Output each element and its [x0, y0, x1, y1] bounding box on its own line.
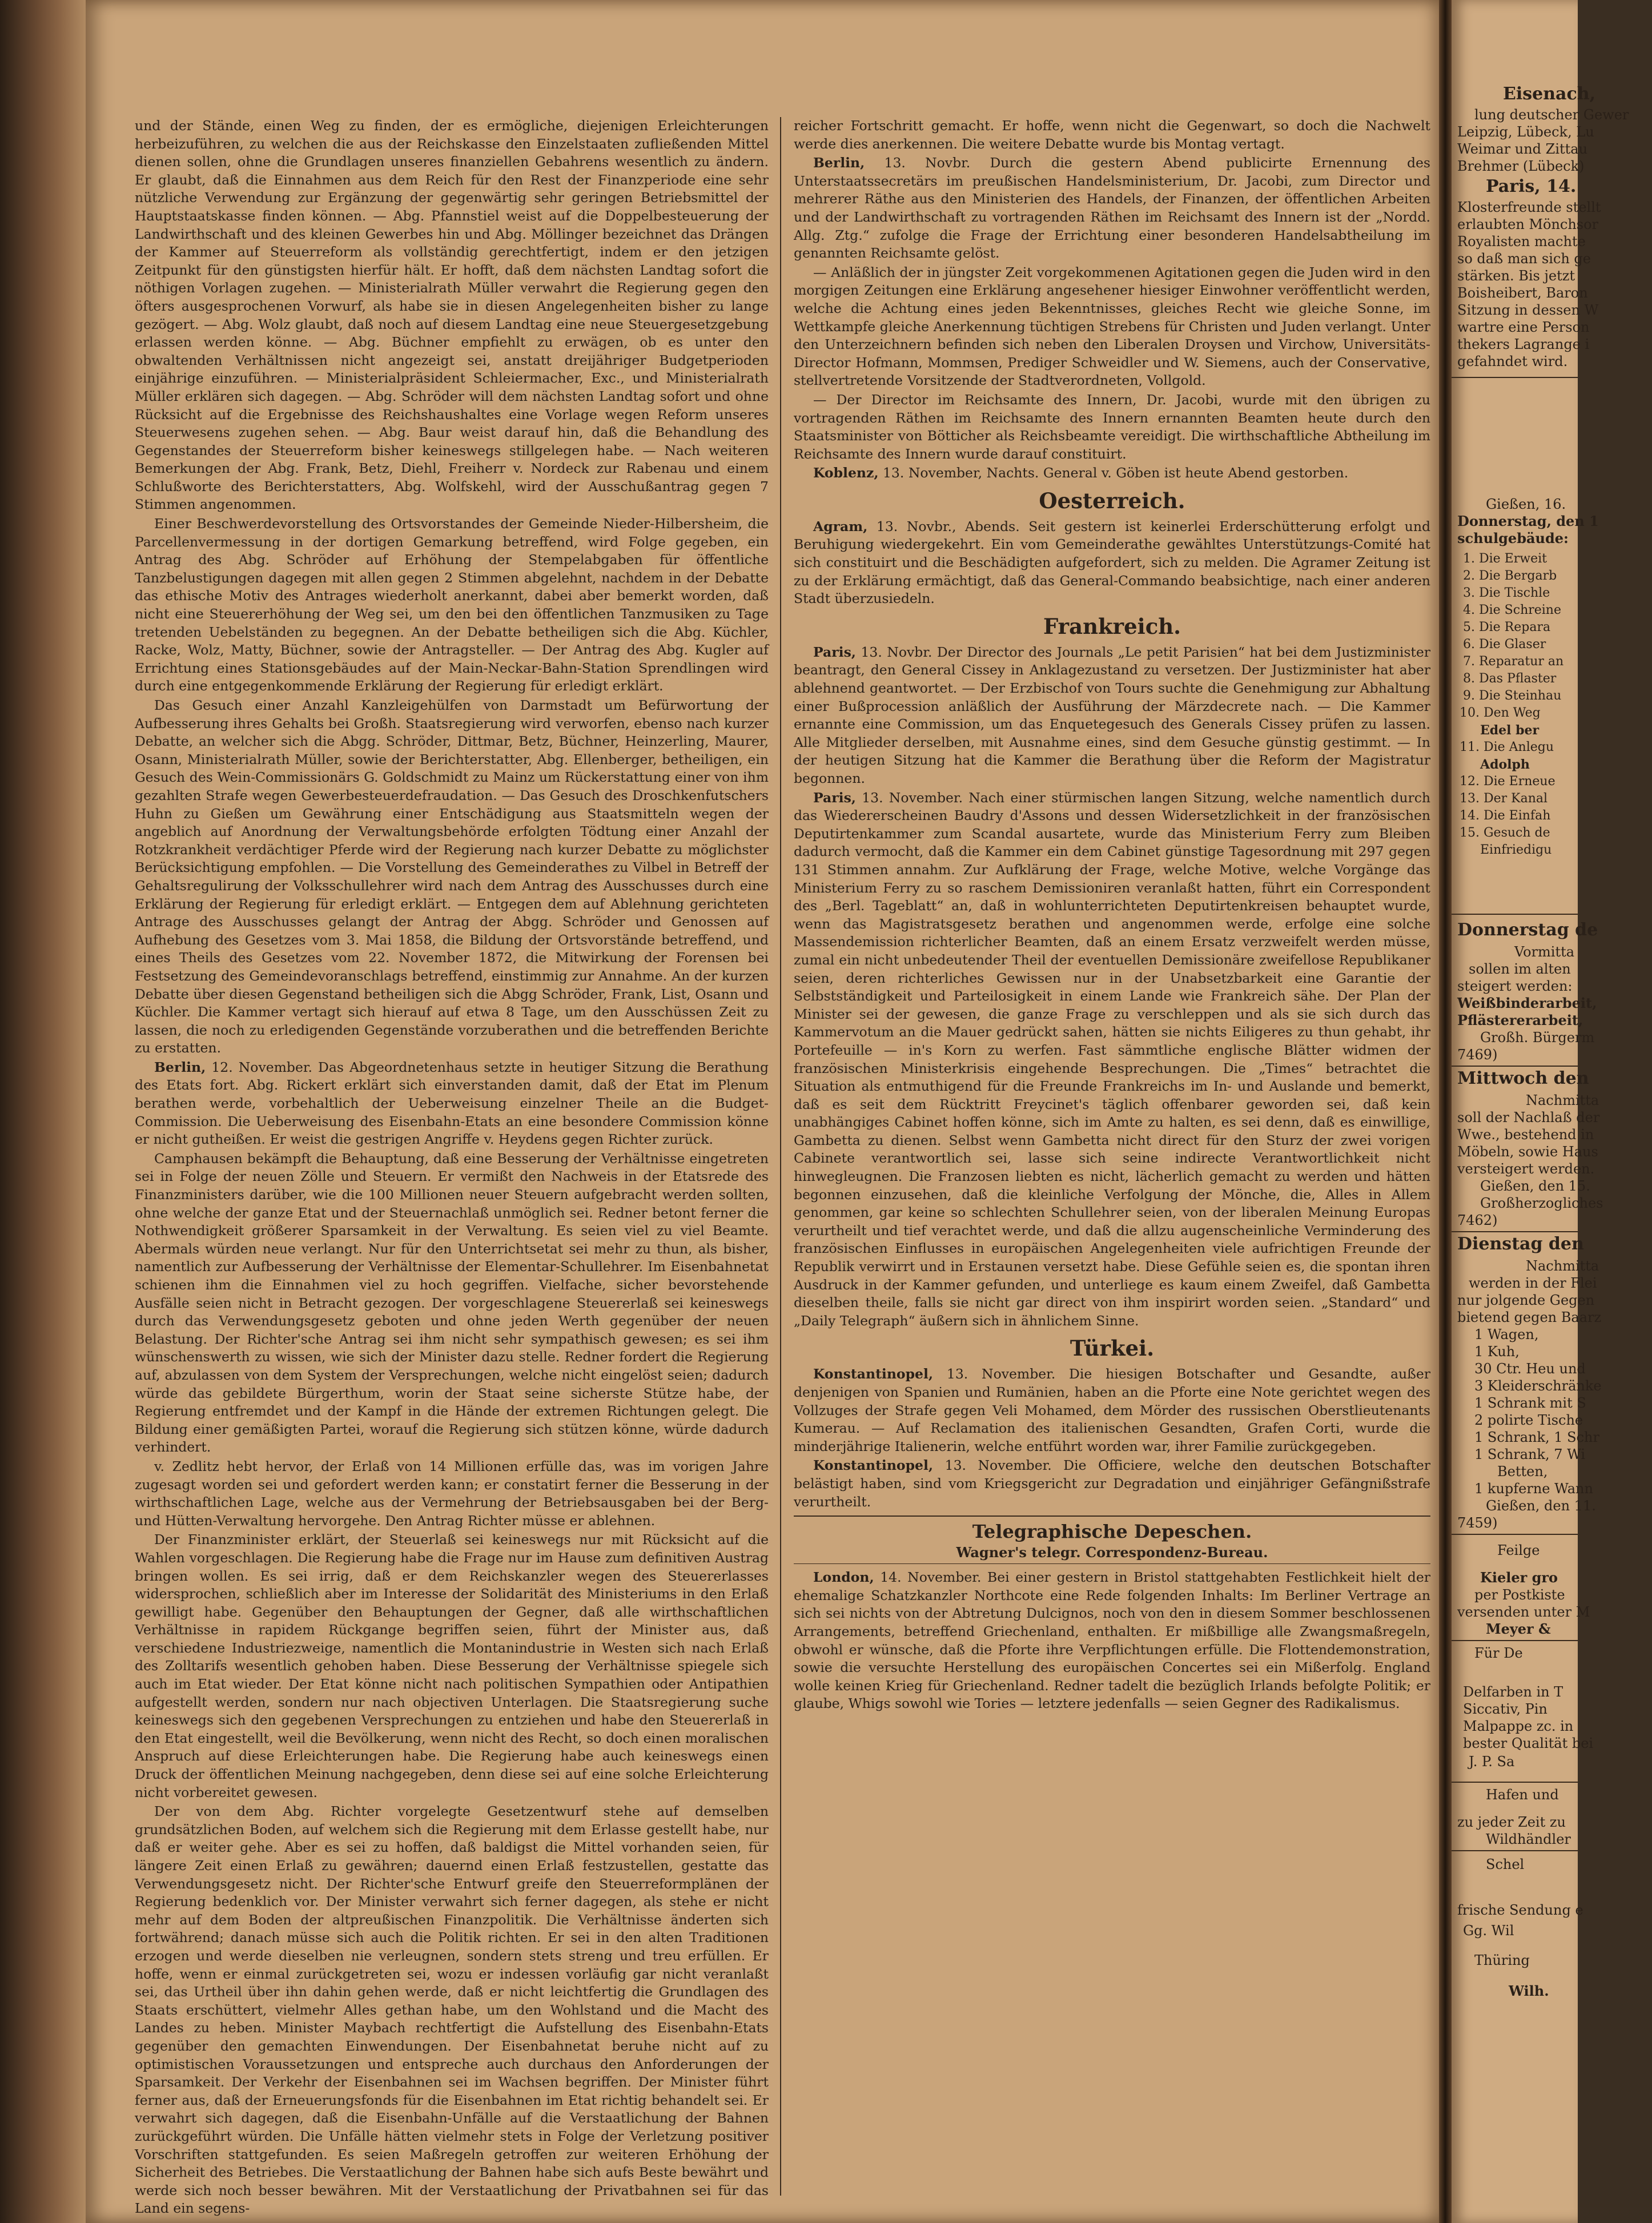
np-line: Vormitta — [1514, 944, 1575, 960]
article-paragraph: Camphausen bekämpft die Behauptung, daß eine Besserung der Verhältnisse eingetreten sei in Folge der neuen Zölle und Steuern. Er vermißt den Nachweis in der Etatsrede des Finanzministers darüber, wie die 100 Millionen neuer Steuern aufgebracht werden sollten, ohne welche der ganze Etat und der Steuernachlaß unmöglich sei. Redner betont ferner die Nothwendigkeit größerer Sparsamkeit in der Verwaltung. Es seien viel zu viel Beamte. Abermals würden neue verlangt. Nur für den Unterrichtsetat sei mehr zu thun, als bisher, namentlich zur Aufbesserung der Verhältnisse der Elementar-Schullehrer. Im Eisenbahnetat schienen ihm die Einnahmen viel zu hoch gegriffen. Vielfache, sicher bevorstehende Ausfälle seien nicht in Betracht gezogen. Der vorgeschlagene Steuererlaß sei keineswegs durch das Verwendungsgesetz geboten und ohne jeden Werth gegenüber der neuen Belastung. Der Richter'sche Antrag sei ihm nicht sehr sympathisch gewesen; es sei ihm wünschenswerth zu wissen, wie sich der Minister dazu stelle. Redner fordert die Regierung auf, abzulassen von dem System der Versprechungen, welche nicht eingelöst seien; dadurch würde das gebildete Bürgerthum, worin der Staat seine sicherste Stütze habe, der Regierung entfremdet und der Kampf in die Hände der extremen Richtungen gelegt. Die Bildung einer gemäßigten Partei, worauf die Regierung sich stützen könne, würde dadurch verhindert. — [135, 1150, 769, 1456]
np-line: schulgebäude: — [1457, 530, 1569, 546]
np-line: Betten, — [1497, 1464, 1548, 1480]
np-line: sollen im alten — [1469, 961, 1571, 977]
article-text: 13. November. Nach einer stürmischen langen Sitzung, welche namentlich durch das Wiedererscheinen Baudry d'Assons und dessen Widersetzlichkeit in der französischen Deputirtenkammer zum Scandal ausartete, wurde das Ministerium Ferry zum Bleiben dadurch vermocht, daß die Kammer ein dem Cabinet günstige Tagesordnung mit 297 gegen 131 Stimmen annahm. Zur Aufklärung der Frage, welche Motive, welche Vorgänge das Ministerium Ferry zu so raschem Demissioniren veranlaßt hatten, führt ein Correspondent des „Berl. Tageblatt“ an, daß in wohlunterrichteten Deputirtenkreisen behauptet wurde, wenn das Magistratsgesetz berathen und angenommen werde, erfolge eine solche Massendemission richterlicher Beamten, daß an einem Ersatz verzweifelt werden müsse, zumal ein nicht unbedeutender Theil der eventuellen Demissionäre zweifellose Republikaner seien, deren richterliches Gewissen nur in der Unabsetzbarkeit eine Garantie der Selbstständigkeit und Parteilosigkeit in einem Lande wie Frankreich sähe. Der Plan der Minister sei der gewesen, die ganze Frage zu verschleppen und als sie sich durch das Kammervotum an die Mauer gedrückt sahen, hätten sie nichts Eiligeres zu thun gehabt, ihr Portefeuille — in's Korn zu werfen. Fast sämmtliche englische Blätter widmen der französischen Ministerkrisis eingehende Besprechungen. Die „Times“ betrachtet die Situation als entmuthigend für die Freunde Frankreichs im In- und Auslande und bemerkt, daß es seit dem Rücktritt Freycinet's täglich offenbarer geworden sei, daß kein unabhängiges Cabinet hoffen könne, sich im Amte zu halten, es sei denn, daß es einwillige, Gambetta zu dienen. Selbst wenn Gambetta nicht direct für den Sturz der zwei vorigen Cabinete verantwortlich sei, lasse sich seine indirecte Verantwortlichkeit nicht hinwegleugnen. Die Franzosen liebten es nicht, lächerlich gemacht zu werden und hätten begonnen einzusehen, daß die kleinliche Verfolgung der Mönche, die, Alles in Allem genommen, gar keine so schlechten Schullehrer seien, von der liberalen Meinung Europas verurtheilt und tief verachtet werde, und daß die allzu augenscheinliche Verminderung des französischen Einflusses in europäischen Angelegenheiten viele aufrichtigen Freunde der Republik verwirrt und in Erstaunen versetzt habe. Diese Gefühle seien es, die spontan ihren Ausdruck in der Kammer gefunden, und unterliege es kaum einem Zweifel, daß Gambetta dieselben theile, falls sie nicht gar direct von ihm inspirirt worden seien. „Standard“ und „Daily Telegraph“ äußern sich in ähnlichem Sinne. — [794, 789, 1430, 1329]
np-line: Gg. Wil — [1463, 1923, 1514, 1939]
np-line: Nachmitta — [1526, 1092, 1599, 1108]
article-paragraph — [794, 1457, 1430, 1511]
left-column — [135, 117, 769, 2217]
article-text: 13. November, Nachts. General v. Göben ist heute Abend gestorben. — [878, 465, 1349, 481]
np-line: 7469) — [1457, 1047, 1498, 1063]
np-line: Donnerstag, den 1 — [1457, 513, 1599, 529]
np-line: 30 Ctr. Heu und — [1474, 1361, 1586, 1377]
dateline: Konstantinopel, — [813, 1366, 934, 1382]
np-line: Royalisten machte — [1457, 234, 1586, 250]
article-text: 13. Novbr. Der Director des Journals „Le petit Parisien“ hat bei dem Justizminister beantragt, den General Cissey in Anklagezustand zu versetzen. Der Justizminister hat aber ablehnend geantwortet. — Der Erzbischof von Tours suchte die Genehmigung zur Abhaltung einer Bußprocession anläßlich der Ausführung der Märzdecrete nach. — Die Kammer ernannte eine Commission, um das Enquetegesuch des Generals Cissey prüfen zu lassen. Alle Mitglieder derselben, mit Ausnahme eines, sind dem Gesuche günstig gestimmt. — In der heutigen Sitzung hat die Kammer die Berathung über die Reform der Magistratur begonnen. — [794, 644, 1430, 786]
section-divider — [794, 1563, 1430, 1564]
np-line: stärken. Bis jetzt — [1457, 268, 1575, 284]
np-line: so daß man sich ge — [1457, 251, 1591, 267]
np-line: 7462) — [1457, 1212, 1498, 1228]
np-divider — [1452, 377, 1578, 378]
np-line: 13. Der Kanal — [1460, 791, 1548, 806]
np-line: Leipzig, Lübeck, Lu — [1457, 124, 1594, 140]
np-divider — [1452, 1066, 1578, 1067]
np-line: Gießen, 16. — [1486, 496, 1566, 512]
article-paragraph — [794, 1365, 1430, 1456]
np-line: Mittwoch den — [1457, 1068, 1589, 1088]
dateline: London, — [813, 1569, 874, 1586]
np-line: Dienstag den — [1457, 1234, 1584, 1254]
dateline: Berlin, — [154, 1059, 206, 1075]
np-line: bietend gegen Baarz — [1457, 1309, 1602, 1325]
article-paragraph — [135, 1059, 769, 1149]
right-column — [794, 117, 1430, 2196]
article-paragraph: v. Zedlitz hebt hervor, der Erlaß von 14 Millionen erfülle das, was im vorigen Jahre zugesagt worden sei und gefordert werden kann; er constatirt ferner die Besserung in der wirthschaftlichen Lage, welche aus der Vermehrung der Betriebsausgaben bei der Berg- und Hütten-Verwaltung hervorgehe. Den Antrag Richter müsse er ablehnen. — [135, 1458, 769, 1529]
article-paragraph: Der von dem Abg. Richter vorgelegte Gesetzentwurf stehe auf demselben grundsätzlichen Boden, auf welchem sich die Regierung mit dem Erlasse gestellt habe, nur daß er weiter gehe. Aber es sei zu hoffen, daß baldigst die Mittel vorhanden seien, für längere Zeit einen Erlaß zu gewähren; dauernd einen Erlaß festzustellen, gestatte das Verwendungsgesetz nicht. Der Richter'sche Entwurf greife den Steuerreformplänen der Regierung bedenklich vor. Der Minister verwahrt sich ferner dagegen, als stehe er nicht mehr auf dem Boden der altpreußischen Finanzpolitik. Die Verhältnisse änderten sich fortwährend; danach müsse sich auch die Politik richten. Er sei in den alten Traditionen erzogen und werde dieselben nie verleugnen, sondern stets streng und treu erfüllen. Er hoffe, wenn er einmal zurückgetreten sei, wozu er indessen vorläufig gar nicht veranlaßt sei, das Urtheil über ihn dahin gehen werde, daß er nicht leichtfertig die Grundlagen des Staats erschüttert, vielmehr Alles gethan habe, um den Wohlstand und die Macht des Landes zu heben. Minister Maybach rechtfertigt die Aufstellung des Eisenbahn-Etats gegenüber den gemachten Einwendungen. Der Eisenbahnetat beruhe nicht auf zu optimistischen Voraussetzungen und entspreche auch durchaus den Anforderungen der Sparsamkeit. Der Verkehr der Eisenbahnen sei im Wachsen begriffen. Der Minister führt ferner aus, daß der Erneuerungsfonds für die Eisenbahnen im Etat richtig behandelt sei. Er verwahrt sich dagegen, daß die Eisenbahn-Unfälle auf die Verstaatlichung der Bahnen zurückgeführt würden. Die Unfälle hätten vielmehr stets in Folge der Verletzung positiver Vorschriften stattgefunden. Es seien Maßregeln getroffen zur weiteren Erhöhung der Sicherheit des Betriebes. Die Verstaatlichung der Bahnen habe sich aufs Beste bewährt und werde sich noch besser bewähren. Mit der Verstaatlichung der Privatbahnen sei für das Land ein segens- — [135, 1803, 769, 2217]
np-line: Nachmitta — [1526, 1258, 1599, 1274]
np-divider — [1452, 914, 1578, 915]
section-heading-turkey: Türkei. — [1070, 1336, 1155, 1361]
np-line: Brehmer (Lübeck) — [1457, 158, 1585, 174]
np-line: versteigert werden. — [1457, 1161, 1595, 1177]
article-paragraph — [794, 644, 1430, 788]
np-line: Gießen, den 15. — [1480, 1178, 1590, 1194]
np-line: Einfriedigu — [1480, 843, 1552, 857]
article-paragraph: — Der Director im Reichsamte des Innern, Dr. Jacobi, wurde mit den übrigen zu vortragenden Räthen im Reichsamte des Innern ernannten Beamten heute durch den Staatsminister von Bötticher als Reichsbeamte vereidigt. Die wirthschaftliche Abtheilung im Reichsamte des Innern wurde darauf constituirt. — [794, 391, 1430, 462]
np-line: Weimar und Zittau — [1457, 141, 1588, 157]
article-paragraph: — Anläßlich der in jüngster Zeit vorgekommenen Agitationen gegen die Juden wird in den morgigen Zeitungen eine Erklärung angesehener hiesiger Einwohner veröffentlicht werden, welche die Achtung eines jeden Bekenntnisses, gleiches Recht wie gleiche Sonne, im Wettkampfe gleiche Anerkennung tüchtigen Strebens für Christen und Juden verlangt. Unter den Unterzeichnern befinden sich neben den Liberalen Droysen und Virchow, Universitäts-Director Hofmann, Mommsen, Prediger Schweidler und W. Siemens, auch der Conservative, stellvertretende Vorsitzende der Stadtverordneten, Vollgold. — [794, 264, 1430, 389]
np-line: gefahndet wird. — [1457, 353, 1568, 369]
np-line: 1. Die Erweit — [1463, 552, 1547, 566]
np-line: Donnerstag de — [1457, 920, 1598, 940]
article-paragraph — [794, 789, 1430, 1330]
np-line: 1 Schrank mit S — [1474, 1395, 1586, 1411]
np-line: nur jolgende Gegen — [1457, 1292, 1595, 1308]
np-line: 4. Die Schreine — [1463, 603, 1561, 617]
np-line: 14. Die Einfah — [1460, 809, 1551, 823]
np-line: frische Sendung e — [1457, 1902, 1583, 1918]
np-line: Für De — [1474, 1645, 1523, 1661]
np-line: Delfarben in T — [1463, 1684, 1563, 1700]
dateline: Paris, — [813, 789, 856, 806]
np-line: 6. Die Glaser — [1463, 637, 1546, 652]
np-line: Großh. Bürgerm — [1480, 1030, 1595, 1046]
np-divider — [1452, 1782, 1578, 1783]
np-line: Sitzung in dessen W — [1457, 302, 1599, 318]
article-paragraph — [794, 154, 1430, 263]
np-line: 7. Reparatur an — [1463, 654, 1564, 669]
np-line: Paris, 14. — [1486, 176, 1577, 196]
np-line: 2 polirte Tische — [1474, 1412, 1583, 1428]
telegraph-bureau-subheading: Wagner's telegr. Correspondenz-Bureau. — [956, 1544, 1268, 1561]
np-line: Hafen und — [1486, 1787, 1559, 1803]
np-line: Adolph — [1480, 757, 1530, 772]
dateline: Agram, — [813, 518, 868, 534]
np-line: thekers Lagrange i — [1457, 336, 1590, 352]
dateline: Berlin, — [813, 155, 865, 171]
np-line: 3 Kleiderschränke — [1474, 1378, 1602, 1394]
np-line: 11. Die Anlegu — [1460, 740, 1554, 754]
article-text: 12. November. Das Abgeordnetenhaus setzte in heutiger Sitzung die Berathung des Etats fort. Abg. Rickert erklärt sich einverstanden damit, daß der Etat im Plenum berathen werde, vorbehaltlich der Ueberweisung einzelner Theile an die Budget-Commission. Die Ueberweisung des Eisenbahn-Etats an eine besondere Commission könne er nicht gutheißen. Er weist die gestrigen Angriffe v. Heydens gegen Richter zurück. — [135, 1059, 769, 1148]
np-divider — [1452, 1231, 1578, 1232]
np-line: 2. Die Bergarb — [1463, 569, 1557, 583]
np-line: steigert werden: — [1457, 978, 1573, 994]
np-line: 9. Die Steinhau — [1463, 689, 1562, 703]
article-text: 13. November. Die Officiere, welche den deutschen Botschafter belästigt haben, sind vom Kriegsgericht zur Degradation und einjähriger Gefängnißstrafe verurtheilt. — [794, 1457, 1430, 1510]
np-line: Malpappe zc. in — [1463, 1718, 1574, 1734]
np-line: Eisenach, — [1503, 84, 1596, 104]
np-line: 1 Schrank, 7 Wi — [1474, 1446, 1586, 1462]
article-paragraph — [794, 518, 1430, 608]
np-line: Feilge — [1497, 1542, 1540, 1558]
np-line: 5. Die Repara — [1463, 620, 1551, 634]
article-paragraph — [794, 1569, 1430, 1713]
np-line: Wilh. — [1509, 1983, 1549, 1999]
np-line: 1 Kuh, — [1474, 1344, 1520, 1360]
np-line: Großherzogliches — [1480, 1195, 1603, 1211]
article-text: 14. November. Bei einer gestern in Bristol stattgehabten Festlichkeit hielt der ehemalige Schatzkanzler Northcote eine Rede folgenden Inhalts: Im Berliner Vertrage an sich sei nichts von der Abtretung Dulcignos, noch von den in diesem Sommer beschlossenen Arrangements, betreffend Griechenland, enthalten. Er mißbillige alle Zwangsmaßregeln, obwohl er wünsche, daß die Pforte ihre Verpflichtungen erfülle. Die Flottendemonstration, sowie die versuchte Herstellung des europäischen Concertes sei ein Mißerfolg. England wolle keinen Krieg für Griechenland. Redner tadelt die bezüglich Irlands befolgte Politik; er glaube, Whigs sowohl wie Tories — letztere jedenfalls — seien Gegner des Radikalismus. — [794, 1569, 1430, 1712]
article-paragraph: reicher Fortschritt gemacht. Er hoffe, wenn nicht die Gegenwart, so doch die Nachwelt werde dies anerkennen. Die weitere Debatte wurde bis Montag vertagt. — [794, 118, 1430, 152]
np-divider — [1452, 1534, 1578, 1535]
adjacent-page-edge — [1452, 0, 1629, 2223]
page-gutter — [1439, 0, 1452, 2223]
np-line: bester Qualität bei — [1463, 1735, 1594, 1751]
section-divider — [794, 1516, 1430, 1517]
article-paragraph: Einer Beschwerdevorstellung des Ortsvorstandes der Gemeinde Nieder-Hilbersheim, die Parcellenvermessung in der dortigen Gemarkung betreffend, wird Folge gegeben, ein Antrag des Abg. Schröder auf Erhöhung der Stempelabgaben für öffentliche Tanzbelustigungen dagegen mit allen gegen 2 Stimmen abgelehnt, nachdem in der Debatte das ethische Motiv des Antrages wiederholt anerkannt, dabei aber bemerkt worden, daß nicht eine Steuererhöhung der Weg sei, um den bei den öffentlichen Tanzmusiken zu Tage tretenden Uebelständen zu begegnen. An der Debatte betheiligen sich die Abg. Küchler, Racke, Wolz, Matty, Büchner, sowie der Antragsteller. — Der Antrag des Abg. Kugler auf Errichtung eines Stationsgebäudes auf der Main-Neckar-Bahn-Station Sprendlingen wird durch eine entgegenkommende Erklärung der Regierung für erledigt erklärt. — [135, 516, 769, 694]
section-heading-france: Frankreich. — [1043, 613, 1181, 639]
np-line: zu jeder Zeit zu — [1457, 1814, 1566, 1830]
np-line: Weißbinderarbeit, — [1457, 995, 1597, 1011]
np-line: soll der Nachlaß der — [1457, 1110, 1600, 1125]
np-line: Wwe., bestehend in — [1457, 1127, 1594, 1143]
column-rule — [780, 117, 781, 2196]
book-binding — [0, 0, 86, 2223]
np-line: versenden unter M — [1457, 1604, 1590, 1620]
article-paragraph: Das Gesuch einer Anzahl Kanzleigehülfen von Darmstadt um Befürwortung der Aufbesserung ihres Gehalts bei Großh. Staatsregierung wird verworfen, ebenso nach kurzer Debatte, an welcher sich die Abgg. Schröder, Dittmar, Betz, Büchner, Heinzerling, Maurer, Osann, Ministerialrath Müller, sowie der Berichterstatter, Abg. Ellenberger, betheiligen, ein Gesuch des Wein-Commissionärs G. Goldschmidt zu Mainz um Rückerstattung einer von ihm gezahlten Strafe wegen Gewerbesteuerdefraudation. — Das Gesuch des Droschkenfutschers Huhn zu Gießen um Gewährung einer Entschädigung aus Staatsmitteln wegen der angeblich auf Anordnung der Verwaltungsbehörde erfolgten Tödtung einer Anzahl der Rotzkrankheit verdächtiger Pferde wird der Regierung nach kurzer Debatte zu möglichster Berücksichtigung empfohlen. — Die Vorstellung des Gemeinderathes zu Vilbel in Betreff der Gehaltsregulirung der Volksschullehrer wird nach dem Antrag des Ausschusses durch eine Erklärung der Regierung für erledigt erklärt. — Entgegen dem auf Ablehnung gerichteten Antrage des Ausschusses gelangt der Antrag der Abgg. Schröder und Genossen auf Aufhebung des Gesetzes vom 3. Mai 1858, die Bildung der Ortsvorstände betreffend, und eines Theils des Gesetzes vom 22. November 1872, die Mitwirkung der Forensen bei Festsetzung des Gemeindevoranschlags betreffend, einstimmig zur Annahme. An der kurzen Debatte über diesen Gegenstand betheiligen sich die Abgg Schröder, Frank, List, Osann und Küchler. Die Kammer vertagt sich hierauf auf etwa 8 Tage, um den Ausschüssen Zeit zu lassen, die noch zu erledigenden Gegenstände vorzuberathen und die betreffenden Berichte zu erstatten. — [135, 697, 769, 1056]
np-divider — [1452, 1850, 1578, 1851]
dateline: Koblenz, — [813, 465, 879, 481]
np-line: Boisheibert, Baron — [1457, 285, 1588, 301]
np-line: 8. Das Pflaster — [1463, 672, 1557, 686]
article-paragraph: Der Finanzminister erklärt, der Steuerlaß sei keineswegs nur mit Rücksicht auf die Wahlen vorgeschlagen. Die Regierung habe die Frage nur im Hause zum definitiven Austrag bringen wollen. Es sei irrig, daß er dem Reichskanzler wegen des Steuererlasses widersprochen, schließlich aber im Interesse der Solidarität des Ministeriums in den Erlaß gewilligt habe. Gegenüber den Behauptungen der Gegner, daß alle wirthschaftlichen Verhältnisse in rapidem Rückgange begriffen seien, führt der Minister aus, daß verschiedene Industriezweige, namentlich die Montanindustrie in Westen sich nach Erlaß des Zolltarifs wesentlich gehoben haben. Diese Besserung der Verhältnisse spiegele sich auch im Etat wieder. Der Etat könne nicht nach politischen Sympathien oder Antipathien aufgestellt werden, sondern nur nach objectiven Unterlagen. Die Staatsregierung suche keineswegs sich den gegebenen Versprechungen zu entziehen und habe den Steuererlaß in den Etat eingestellt, weil die Bevölkerung, wenn nicht des Recht, so doch einen moralischen Anspruch auf diese Erleichterungen habe. Die Regierung habe auch keineswegs einen Druck der öffentlichen Meinung nachgegeben, denn diese sei auf eine solche Erleichterung nicht vorbereitet gewesen. — [135, 1531, 769, 1800]
np-line: Thüring — [1474, 1952, 1530, 1968]
article-paragraph: und der Stände, einen Weg zu finden, der es ermögliche, diejenigen Erleichterungen herbeizuführen, zu welchen die aus der Reichskasse den Einzelstaaten zufließenden Mittel dienen sollen, ohne die Grundlagen unseres finanziellen Gebahrens wesentlich zu ändern. Er glaubt, daß die Einnahmen aus dem Reich für den Rest der Finanzperiode eine sehr nützliche Verwendung zur Ergänzung der gegenwärtig sehr geringen Betriebsmittel der Hauptstaatskasse finden können. — Abg. Pfannstiel weist auf die Doppelbesteuerung der Landwirthschaft und des kleinen Gewerbes hin und Abg. Möllinger bezeichnet das Drängen der Kammer auf Steuerreform als vollständig gerechtfertigt, indem er den jetzigen Zeitpunkt für den günstigsten hierfür hält. Er hofft, daß dem nächsten Landtag sofort die nöthigen Vorlagen zugehen. — Ministerialrath Müller verwahrt die Regierung gegen den öfters ausgesprochenen Vorwurf, als habe sie in diesen Angelegenheiten bisher zu lange gezögert. — Abg. Wolz glaubt, daß noch auf diesem Landtag eine neue Steuergesetzgebung erlassen werden könne. — Abg. Büchner empfiehlt zu erwägen, ob es unter den obwaltenden Verhältnissen nicht angezeigt sei, anstatt dreijähriger Budgetperioden einjährige einzuführen. — Ministerialpräsident Schleiermacher, Exc., und Ministerialrath Müller erklären sich dagegen. — Abg. Schröder will dem nächsten Landtag sofort und ohne Rücksicht auf die Ergebnisse des Reichshaushaltes eine Vorlage wegen Reform unseres Steuerwesens zugehen sehen. — Abg. Baur weist darauf hin, daß die Behandlung des Gegenstandes der Steuerreform bisher keineswegs stillgelegen habe. — Nach weiteren Bemerkungen der Abg. Frank, Betz, Diehl, Freiherr v. Nordeck zur Rabenau und einem Schlußworte des Berichterstatters, Abg. Wolfskehl, wird der Ausschußantrag gegen 7 Stimmen angenommen. — [135, 118, 769, 513]
dateline: Konstantinopel, — [813, 1457, 934, 1474]
np-line: Kieler gro — [1480, 1569, 1558, 1586]
np-line: 1 Wagen, — [1474, 1326, 1539, 1342]
np-line: Siccativ, Pin — [1463, 1701, 1548, 1717]
np-line: 3. Die Tischle — [1463, 586, 1550, 600]
np-line: 15. Gesuch de — [1460, 826, 1550, 840]
np-line: per Postkiste — [1474, 1587, 1565, 1603]
np-line: wartre eine Person — [1457, 319, 1590, 335]
np-line: Gießen, den 11. — [1486, 1498, 1596, 1514]
np-line: Möbeln, sowie Haus — [1457, 1144, 1598, 1160]
np-line: 1 Schrank, 1 Schr — [1474, 1429, 1599, 1445]
np-divider — [1452, 1640, 1578, 1641]
np-line: 12. Die Erneue — [1460, 774, 1555, 789]
article-paragraph — [794, 464, 1430, 483]
article-text: 13. Novbr. Durch die gestern Abend publicirte Ernennung des Unterstaatssecretärs im preußischen Handelsministerium, Dr. Jacobi, zum Director und mehrerer Räthe aus den Ministerien des Handels, der Finanzen, der öffentlichen Arbeiten und der Landwirthschaft zu vortragenden Räthen im Reichsamt des Innern ist der „Nordd. Allg. Ztg.“ zufolge die Frage der Errichtung einer besonderen Handelsabtheilung im genannten Reichsamte gelöst. — [794, 155, 1430, 262]
section-heading-telegraph: Telegraphische Depeschen. — [972, 1521, 1252, 1543]
np-line: werden in der Flei — [1469, 1275, 1597, 1291]
section-heading-austria: Oesterreich. — [1039, 488, 1185, 513]
np-line: 7459) — [1457, 1515, 1498, 1531]
np-line: Schel — [1486, 1856, 1525, 1872]
np-line: Klosterfreunde stellt — [1457, 199, 1601, 215]
dateline: Paris, — [813, 644, 856, 660]
np-line: J. P. Sa — [1469, 1754, 1515, 1770]
article-text: 13. Novbr., Abends. Seit gestern ist keinerlei Erderschütterung erfolgt und Beruhigung wiedergekehrt. Ein vom Gemeinderathe gewähltes Unterstützungs-Comité hat sich constituirt und die Beschädigten aufgefordert, sich zu melden. Die Agramer Zeitung ist zu der Erklärung ermächtigt, daß das General-Commando beabsichtige, nach einer anderen Stadt überzusiedeln. — [794, 518, 1430, 607]
np-line: lung deutscher Gewer — [1474, 107, 1629, 123]
np-line: erlaubten Mönchsor — [1457, 216, 1599, 232]
np-line: Edel ber — [1480, 723, 1540, 738]
np-line: 10. Den Weg — [1460, 706, 1541, 720]
np-line: Pflästererarbeit, — [1457, 1012, 1583, 1028]
np-line: Wildhändler — [1486, 1831, 1571, 1847]
np-line: Meyer & — [1486, 1621, 1551, 1637]
np-line: 1 kupferne Wann — [1474, 1481, 1593, 1497]
article-text: 13. November. Die hiesigen Botschafter und Gesandte, außer denjenigen von Spanien und Rumänien, haben an die Pforte eine Note gerichtet wegen des Vollzuges der Strafe gegen Veli Mohamed, dem Mörder des russischen Oberstlieutenants Kumerau. — Auf Reclamation des italienischen Gesandten, Grafen Corti, wurde die minderjährige Italienerin, welche entführt worden war, ihrer Familie zurückgegeben. — [794, 1366, 1430, 1454]
